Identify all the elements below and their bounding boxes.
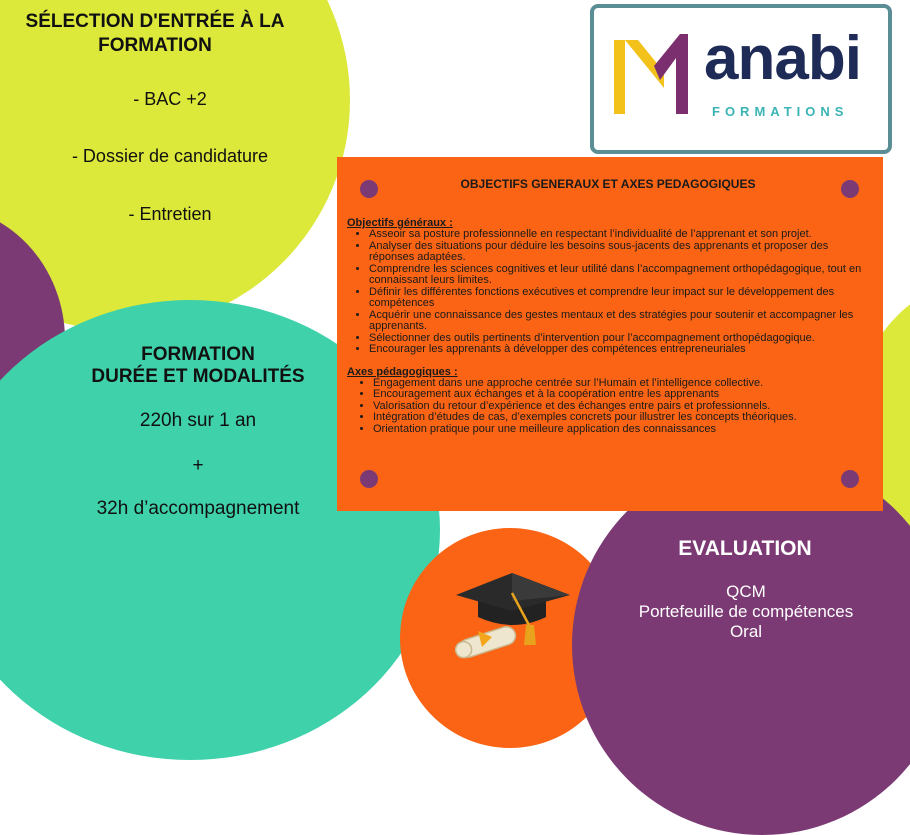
formation-title-line2: DURÉE ET MODALITÉS bbox=[91, 366, 305, 387]
formation-title bbox=[48, 344, 348, 388]
panel-dot-bottom-right bbox=[841, 470, 859, 488]
objectives-title: OBJECTIFS GENERAUX ET AXES PEDAGOGIQUES bbox=[460, 177, 756, 191]
panel-dot-bottom-left bbox=[360, 470, 378, 488]
list-item: • Encourager les apprenants à développer des compétences entrepreneuriales bbox=[369, 344, 869, 356]
axes-heading: Axes pédagogiques : bbox=[347, 365, 458, 378]
axes-list bbox=[347, 378, 869, 436]
formation-support: 32h d’accompagnement bbox=[96, 498, 300, 519]
list-item: • Intégration d’études de cas, d’exemples concrets pour illustrer les concepts théoriques. bbox=[373, 412, 869, 424]
evaluation-item-portefeuille: Portefeuille de compétences bbox=[638, 602, 854, 621]
manabi-logo bbox=[590, 4, 892, 154]
list-item: • Orientation pratique pour une meilleure application des connaissances bbox=[373, 424, 869, 436]
list-item: • Sélectionner des outils pertinents d’intervention pour l’accompagnement orthopédagogique. bbox=[369, 333, 869, 345]
logo-subtitle: FORMATIONS bbox=[712, 104, 849, 119]
list-item: • Acquérir une connaissance des gestes mentaux et des stratégies pour soutenir et accompagner les apprenants. bbox=[369, 310, 869, 333]
general-objectives-heading: Objectifs généraux : bbox=[347, 217, 453, 229]
selection-item-bac: - BAC +2 bbox=[133, 89, 207, 109]
selection-title-line2: FORMATION bbox=[98, 35, 212, 56]
list-item: • Valorisation du retour d’expérience et des échanges entre pairs et professionnels. bbox=[373, 401, 869, 413]
panel-dot-top-left bbox=[360, 180, 378, 198]
list-item: • Comprendre les sciences cognitives et leur utilité dans l’accompagnement orthopédagogique, tout en connaissant leurs limites. bbox=[369, 264, 869, 287]
objectives-panel bbox=[337, 157, 883, 511]
list-item: • Encouragement aux échanges et à la coopération entre les apprenants bbox=[373, 389, 869, 401]
list-item: • Engagement dans une approche centrée sur l’Humain et l’intelligence collective. bbox=[373, 378, 869, 390]
selection-item-entretien: - Entretien bbox=[128, 204, 212, 224]
formation-duration: 220h sur 1 an bbox=[139, 410, 257, 431]
formation-plus: + bbox=[192, 455, 204, 476]
selection-item-dossier: - Dossier de candidature bbox=[71, 146, 269, 166]
selection-title-line1: SÉLECTION D'ENTRÉE À LA bbox=[25, 11, 285, 32]
purple-circle-bottom-right bbox=[572, 455, 910, 835]
manabi-logo-mark-icon bbox=[610, 28, 700, 128]
evaluation-title: EVALUATION bbox=[678, 537, 812, 560]
formation-title-line1: FORMATION bbox=[141, 344, 255, 365]
panel-dot-top-right bbox=[841, 180, 859, 198]
list-item: • Analyser des situations pour déduire les besoins sous-jacents des apprenants et proposer des réponses adaptées. bbox=[369, 241, 869, 264]
selection-title bbox=[0, 10, 310, 58]
evaluation-item-qcm: QCM bbox=[726, 582, 766, 601]
general-objectives-list bbox=[347, 229, 869, 356]
evaluation-item-oral: Oral bbox=[729, 622, 763, 641]
logo-brand: anabi bbox=[704, 24, 861, 93]
graduation-cap-icon bbox=[448, 565, 578, 670]
list-item: • Définir les différentes fonctions exécutives et comprendre leur impact sur le développement des compétences bbox=[369, 287, 869, 310]
list-item: • Asseoir sa posture professionnelle en respectant l’individualité de l’apprenant et son projet. bbox=[369, 229, 869, 241]
